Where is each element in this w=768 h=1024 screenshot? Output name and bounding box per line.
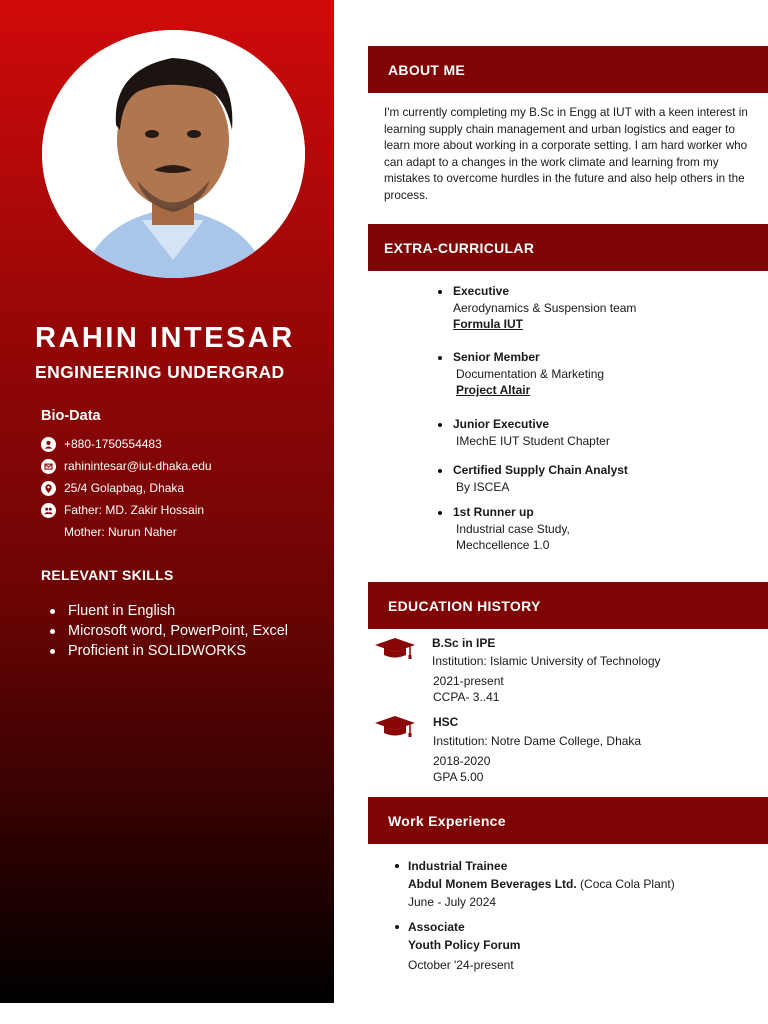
mail-icon xyxy=(41,459,56,474)
bio-address: 25/4 Golapbag, Dhaka xyxy=(64,481,185,495)
about-title: ABOUT ME xyxy=(388,61,466,78)
extra-item-line: Industrial case Study, xyxy=(456,521,570,536)
extra-item-line: By ISCEA xyxy=(456,479,510,494)
extra-header xyxy=(368,224,768,271)
education-years: 2018-2020 xyxy=(433,754,491,768)
education-score: GPA 5.00 xyxy=(433,770,484,784)
extra-item-title: Certified Supply Chain Analyst xyxy=(453,463,628,477)
work-item-dates: October '24-present xyxy=(408,958,514,972)
education-institution: Institution: Islamic University of Technology xyxy=(432,654,661,668)
education-item xyxy=(432,636,661,705)
education-years: 2021-present xyxy=(433,674,504,688)
bio-mother: Mother: Nurun Naher xyxy=(64,525,177,539)
bio-address-row xyxy=(41,480,184,496)
extra-item xyxy=(453,416,610,449)
extra-title: EXTRA-CURRICULAR xyxy=(384,239,535,256)
work-item xyxy=(408,857,675,911)
bio-father: Father: MD. Zakir Hossain xyxy=(64,503,205,517)
sidebar xyxy=(0,0,334,1003)
education-title: EDUCATION HISTORY xyxy=(388,597,541,614)
bio-father-row xyxy=(41,502,204,518)
extra-item-org: Formula IUT xyxy=(453,317,524,332)
about-text: I'm currently completing my B.Sc in Engg at IUT with a keen interest in learning supply chain management and urban logistics and eager to learn more about working in a corporate setting. I am hard worker who can adapt to a changes in the work climate and learning from my mistakes to overcome hurdles in the future and also help others in the process. xyxy=(384,106,748,202)
bio-title: Bio-Data xyxy=(41,408,101,424)
bio-email[interactable]: rahinintesar@iut-dhaka.edu xyxy=(64,459,212,473)
work-item-org-line xyxy=(408,875,675,893)
skills-title: RELEVANT SKILLS xyxy=(41,567,174,583)
bio-phone: +880-1750554483 xyxy=(64,437,162,451)
extra-item xyxy=(453,349,604,399)
extra-item-title: Senior Member xyxy=(453,349,604,366)
work-item-title: Associate xyxy=(408,918,520,936)
skill-item: Microsoft word, PowerPoint, Excel xyxy=(50,621,320,641)
work-item xyxy=(408,918,520,974)
education-header xyxy=(368,582,768,629)
extra-item-line: Aerodynamics & Suspension team xyxy=(453,300,637,315)
work-header xyxy=(368,797,768,844)
extra-item-title: Executive xyxy=(453,283,636,300)
work-item-org: Abdul Monem Beverages Ltd. xyxy=(408,877,577,891)
extra-item-line: IMechE IUT Student Chapter xyxy=(456,433,610,448)
work-item-dates: June - July 2024 xyxy=(408,895,497,909)
extra-item-title: Junior Executive xyxy=(453,416,610,433)
family-icon xyxy=(41,503,56,518)
user-icon xyxy=(41,437,56,452)
education-degree: B.Sc in IPE xyxy=(432,636,496,650)
education-item xyxy=(433,715,641,785)
extra-item xyxy=(453,283,636,333)
work-item-title: Industrial Trainee xyxy=(408,857,675,875)
about-header xyxy=(368,46,768,93)
education-degree: HSC xyxy=(433,715,459,729)
profile-name: RAHIN INTESAR xyxy=(35,322,295,354)
skill-item: Proficient in SOLIDWORKS xyxy=(50,641,320,661)
extra-item-org: Project Altair xyxy=(456,383,531,398)
extra-item-line: Mechcellence 1.0 xyxy=(456,538,550,553)
education-score: CCPA- 3..41 xyxy=(433,690,500,704)
extra-item xyxy=(453,504,570,554)
location-pin-icon xyxy=(41,481,56,496)
graduation-cap-icon xyxy=(375,714,415,738)
extra-item-title: 1st Runner up xyxy=(453,504,570,521)
extra-item xyxy=(453,462,628,495)
graduation-cap-icon xyxy=(375,636,415,660)
profile-role: ENGINEERING UNDERGRAD xyxy=(35,362,285,382)
work-item-org: Youth Policy Forum xyxy=(408,938,521,952)
extra-item-line: Documentation & Marketing xyxy=(456,366,605,381)
skill-item: Fluent in English xyxy=(50,601,320,621)
work-title: Work Experience xyxy=(388,812,506,829)
bio-email-row xyxy=(41,458,212,474)
profile-photo xyxy=(42,30,305,278)
work-item-org-note: (Coca Cola Plant) xyxy=(580,877,675,891)
bio-phone-row xyxy=(41,436,162,452)
skills-list xyxy=(50,601,320,661)
education-institution: Institution: Notre Dame College, Dhaka xyxy=(433,734,642,748)
